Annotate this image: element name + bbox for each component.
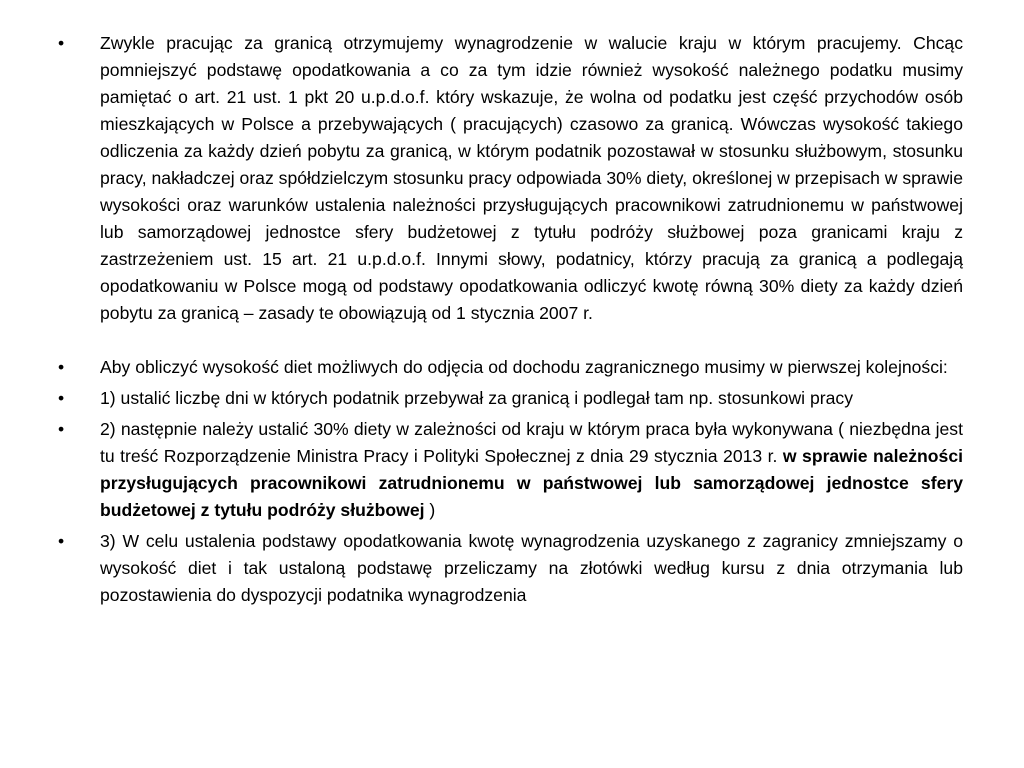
bullet-list [58,30,963,609]
bullet-icon: • [58,357,65,377]
bullet-text-regular: 2) następnie należy ustalić 30% diety w zależności od kraju w którym praca była wykonywana ( niezbędna jest tu treść Rozporządzenie Ministra Pracy i Polityki Społecznej z dnia 29 stycznia 2013 r. [100,419,963,466]
bullet-item-step-3 [58,528,963,609]
bullet-text: 3) W celu ustalenia podstawy opodatkowania kwotę wynagrodzenia uzyskanego z zagranicy zmniejszamy o wysokość diet i tak ustaloną podstawę przeliczamy na złotówki według kursu z dnia otrzymania lub pozostawienia do dyspozycji podatnika wynagrodzenia [100,531,963,605]
bullet-icon: • [58,419,65,439]
bullet-text: Zwykle pracując za granicą otrzymujemy wynagrodzenie w walucie kraju w którym pracujemy. Chcąc pomniejszyć podstawę opodatkowania a co za tym idzie również wysokość należnego podatku musimy pamiętać o art. 21 ust. 1 pkt 20 u.p.d.o.f. który wskazuje, że wolna od podatku jest część przychodów osób mieszkających w Polsce a przebywających ( pracujących) czasowo za granicą. Wówczas wysokość takiego odliczenia za każdy dzień pobytu za granicą, w którym podatnik pozostawał w stosunku służbowym, stosunku pracy, nakładczej oraz spółdzielczym stosunku pracy odpowiada 30% diety, określonej w przepisach w sprawie wysokości oraz warunków ustalenia należności przysługujących pracownikowi zatrudnionemu w państwowej lub samorządowej jednostce sfery budżetowej z tytułu podróży służbowej poza granicami kraju z zastrzeżeniem ust. 15 art. 21 u.p.d.o.f. Innymi słowy, podatnicy, którzy pracują za granicą a podlegają opodatkowaniu w Polsce mogą od podstawy opodatkowania odliczyć kwotę równą 30% diety za każdy dzień pobytu za granicą – zasady te obowiązują od 1 stycznia 2007 r. [100,33,963,323]
bullet-text-closing: ) [424,500,436,520]
bullet-icon: • [58,531,65,551]
bullet-icon: • [58,388,65,408]
bullet-text: Aby obliczyć wysokość diet możliwych do odjęcia od dochodu zagranicznego musimy w pierwszej kolejności: [100,357,948,377]
bullet-item-step-1 [58,385,963,412]
bullet-item-calculation-intro [58,354,963,381]
bullet-item-tax-exemption [58,30,963,327]
bullet-text: 1) ustalić liczbę dni w których podatnik przebywał za granicą i podlegał tam np. stosunkowi pracy [100,388,853,408]
bullet-icon: • [58,33,65,53]
bullet-item-step-2 [58,416,963,524]
bullet-text-bold-regulation-title: w sprawie należności przysługujących pracownikowi zatrudnionemu w państwowej lub samorządowej jednostce sfery budżetowej z tytułu podróży służbowej [100,446,963,520]
